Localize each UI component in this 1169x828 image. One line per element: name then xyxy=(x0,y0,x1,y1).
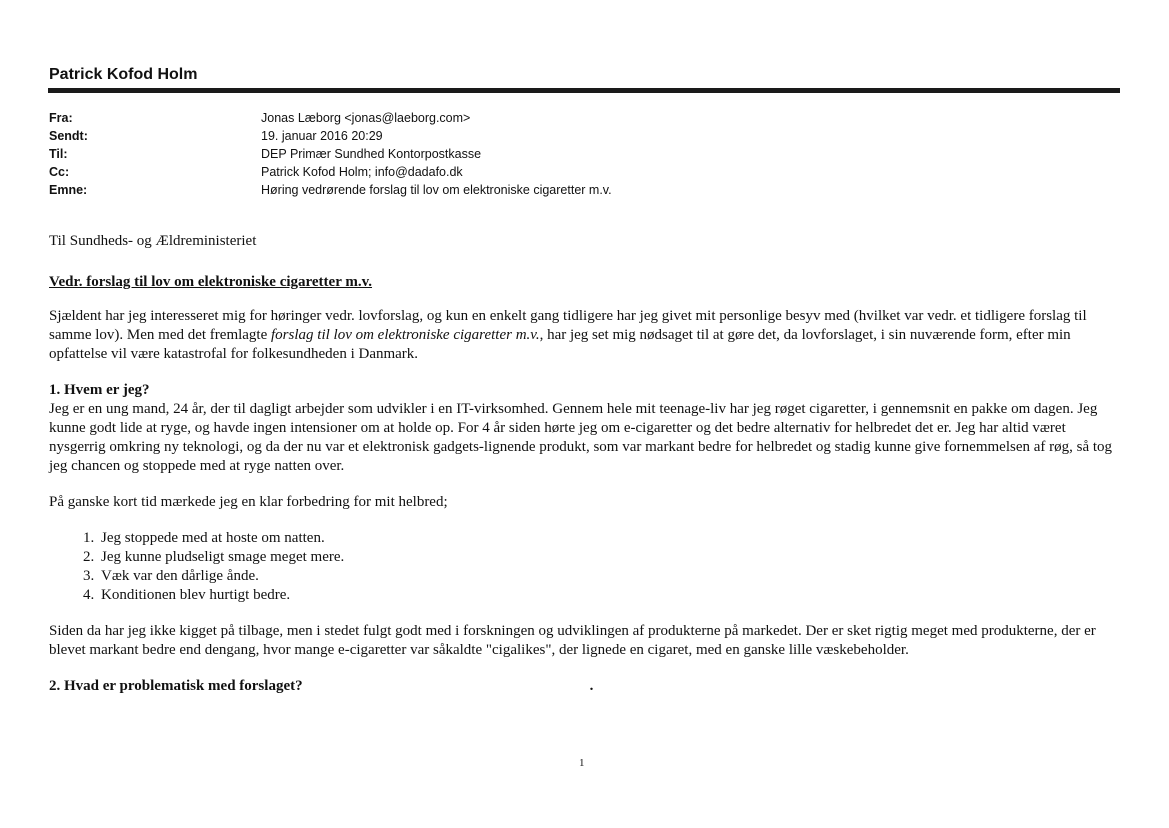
intro-text-part1: Sjældent har jeg interesseret mig for høringer vedr. lovforslag, og kun en enkelt gang tidligere har jeg givet mit personlige besyv med (hvilket var vedr. et tidligere forslag til samme lov). Men med det fremlagte xyxy=(49,308,1087,343)
to-value: DEP Primær Sundhed Kontorpostkasse xyxy=(261,147,482,161)
sent-label: Sendt: xyxy=(49,129,88,143)
section-2-title-line xyxy=(49,677,1119,696)
sent-value: 19. januar 2016 20:29 xyxy=(261,129,383,143)
intro-text-part2: , har jeg set mig nødsaget til at gøre det, da lovforslaget, i sin nuværende form, efter min opfattelse vil være katastrofal for folkesundheden i Danmark. xyxy=(49,327,1071,362)
section-1-text: Jeg er en ung mand, 24 år, der til dagligt arbejder som udvikler i en IT-virksomhed. Gennem hele mit teenage-liv har jeg røget cigaretter, i gennemsnit en pakke om dagen. Jeg kunne godt lide at ryge, og havde ingen intensioner om at holde op. For 4 år siden hørte jeg om e-cigaretter og det bedre alternativ for helbredet det er. Jeg har altid været nysgerrig omkring ny teknologi, og da der nu var et elektronisk gadgets-lignende produkt, som var markant bedre for helbredet og stadig kunne give fornemmelsen af røg, så tog jeg chancen og stoppede med at ryge natten over. xyxy=(49,401,1113,474)
header-row-cc xyxy=(49,163,1109,181)
salutation: Til Sundheds- og Ældreministeriet xyxy=(49,233,257,249)
email-body xyxy=(49,232,1119,696)
subject-value: Høring vedrørende forslag til lov om elektroniske cigaretter m.v. xyxy=(261,183,612,197)
section-1-title: 1. Hvem er jeg? xyxy=(49,382,150,398)
cc-value: Patrick Kofod Holm; info@dadafo.dk xyxy=(261,165,463,179)
subject-label: Emne: xyxy=(49,183,88,197)
header-row-subject xyxy=(49,181,1109,199)
list-item: 2. Jeg kunne pludseligt smage meget mere. xyxy=(98,548,1119,567)
header-row-sent xyxy=(49,127,1109,145)
section-2-trailing-dot: . xyxy=(589,678,594,694)
intro-italic-title: forslag til lov om elektroniske cigaretter m.v. xyxy=(271,327,540,343)
page-number: 1 xyxy=(579,757,585,769)
from-label: Fra: xyxy=(49,111,73,125)
list-item: 3. Væk var den dårlige ånde. xyxy=(98,567,1119,586)
followup-paragraph: Siden da har jeg ikke kigget på tilbage, men i stedet fulgt godt med i forskningen og udviklingen af produkterne på markedet. Der er sket rigtig meget med produkterne, der er blevet markant bedre end dengang, hvor mange e-cigaretter var såkaldte "cigalikes", der lignede en cigaret, med en ganske lille væskebeholder. xyxy=(49,623,1096,658)
section-2-title: 2. Hvad er problematisk med forslaget? xyxy=(49,678,303,694)
improvement-list xyxy=(49,529,1119,605)
cc-label: Cc: xyxy=(49,165,70,179)
to-label: Til: xyxy=(49,147,68,161)
list-item: 4. Konditionen blev hurtigt bedre. xyxy=(98,586,1119,605)
body-subject-line: Vedr. forslag til lov om elektroniske cigaretter m.v. xyxy=(49,274,373,290)
improvement-intro: På ganske kort tid mærkede jeg en klar forbedring for mit helbred; xyxy=(49,494,448,510)
sender-name-heading: Patrick Kofod Holm xyxy=(49,66,198,83)
header-divider xyxy=(48,88,1120,93)
intro-paragraph xyxy=(49,307,1119,364)
email-header-fields xyxy=(49,109,1109,199)
from-value: Jonas Læborg <jonas@laeborg.com> xyxy=(261,111,471,125)
header-row-from xyxy=(49,109,1109,127)
header-row-to xyxy=(49,145,1109,163)
list-item: 1. Jeg stoppede med at hoste om natten. xyxy=(98,529,1119,548)
